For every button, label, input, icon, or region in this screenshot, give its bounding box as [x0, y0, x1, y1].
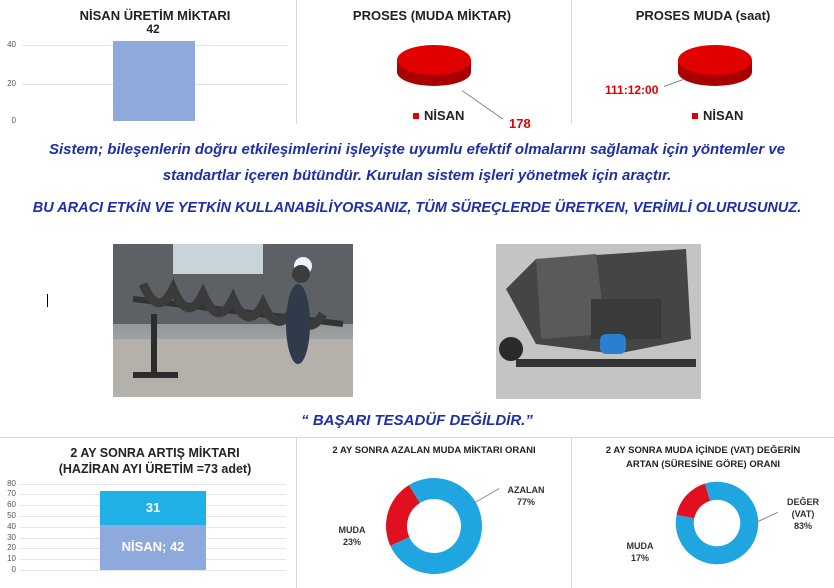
photo-window [173, 244, 263, 274]
y-tick-0: 0 [11, 565, 16, 574]
muda-label [327, 524, 377, 548]
increase-bottom-label: NİSAN; 42 [121, 539, 185, 555]
muda-label-value: 23% [342, 537, 361, 547]
y-tick-10: 10 [7, 554, 16, 564]
welder-figure [286, 284, 310, 364]
process-qty-value: 178 [509, 116, 531, 131]
chassis [516, 359, 696, 367]
y-tick-20: 20 [7, 79, 16, 88]
decrease-title: 2 AY SONRA AZALAN MUDA MİKTARI ORANI [332, 445, 536, 456]
slogan: BU ARACI ETKİN VE YETKİN KULLANABİLİYORSANIZ, TÜM SÜREÇLERDE ÜRETKEN, VERİMLİ OLURUSUNUZ. [32, 200, 802, 216]
y-tick-30: 30 [7, 532, 16, 542]
vat-muda-label-name: MUDA [626, 541, 654, 551]
process-time-chart-panel [572, 0, 834, 124]
azalan-label [501, 484, 551, 508]
production-chart-title: NİSAN ÜRETİM MİKTARI [79, 8, 231, 23]
vat-muda-label [620, 540, 660, 564]
y-tick-50: 50 [7, 511, 16, 520]
deger-label [778, 496, 828, 532]
hopper-panel [591, 299, 661, 339]
welding-photo-illustration [113, 244, 353, 397]
wheel [499, 337, 523, 361]
increase-title-line-1: 2 AY SONRA ARTIŞ MİKTARI [70, 446, 240, 460]
pie-top [678, 45, 752, 75]
process-time-title: PROSES MUDA (saat) [635, 8, 771, 23]
increase-chart-panel [0, 438, 296, 588]
leader-line [462, 90, 504, 119]
photo-floor [113, 339, 353, 397]
y-tick-40: 40 [7, 521, 16, 531]
y-tick-20: 20 [7, 543, 16, 553]
legend-label: NİSAN [424, 108, 465, 123]
y-tick-40: 40 [7, 40, 16, 49]
gridline [20, 570, 286, 571]
machine-photo [496, 244, 701, 399]
process-qty-pie [395, 38, 475, 90]
decrease-chart-panel [297, 438, 571, 588]
production-value-label: 42 [146, 22, 160, 36]
welding-photo [113, 244, 353, 397]
vat-title-line-1: 2 AY SONRA MUDA İÇİNDE (VAT) DEĞERİN [605, 445, 801, 456]
vat-donut [674, 480, 760, 566]
deger-label-value: 83% [793, 521, 812, 531]
motor [600, 334, 626, 354]
increase-top-label: 31 [145, 499, 161, 515]
welder-head [292, 265, 310, 283]
definition-line-2: standartlar içeren bütündür. Kurulan sistem işleri yönetmek için araçtır. [162, 167, 672, 184]
decrease-donut [384, 476, 484, 576]
increase-title-line-2: (HAZİRAN AYI ÜRETİM =73 adet) [58, 462, 252, 476]
quote: “ BAŞARI TESADÜF DEĞİLDİR.” [301, 412, 533, 429]
process-time-value: 111:12:00 [605, 83, 659, 97]
production-chart-panel [0, 0, 296, 124]
muda-label-name: MUDA [338, 525, 366, 535]
legend-swatch [692, 113, 698, 119]
vat-muda-label-value: 17% [630, 553, 649, 563]
stand-post [151, 314, 157, 374]
donut-slice-muda [677, 484, 711, 519]
y-tick-80: 80 [7, 478, 16, 488]
definition-line-1: Sistem; bileşenlerin doğru etkileşimlerini işleyişte uyumlu efektif olmalarını sağlamak için yöntemler ve [48, 141, 786, 158]
machine-photo-illustration [496, 244, 701, 399]
production-bar [113, 41, 195, 121]
text-cursor [47, 294, 48, 307]
legend-label: NİSAN [703, 108, 744, 123]
y-tick-0: 0 [11, 116, 16, 125]
legend-swatch [413, 113, 419, 119]
y-tick-70: 70 [7, 489, 16, 499]
vat-title-line-2: ARTAN (SÜRESİNE GÖRE) ORANI [626, 459, 780, 470]
process-qty-title: PROSES (MUDA MİKTAR) [352, 8, 512, 23]
pie-top [397, 45, 471, 75]
gridline [20, 484, 286, 485]
vat-chart-panel [572, 438, 834, 588]
deger-label-name: DEĞER [786, 497, 819, 507]
azalan-label-name: AZALAN [507, 485, 545, 495]
process-time-pie [676, 38, 756, 90]
stand-base [133, 372, 178, 378]
deger-label-sub: (VAT) [791, 509, 815, 519]
y-tick-60: 60 [7, 500, 16, 510]
process-qty-chart-panel [297, 0, 571, 131]
azalan-label-value: 77% [516, 497, 535, 507]
